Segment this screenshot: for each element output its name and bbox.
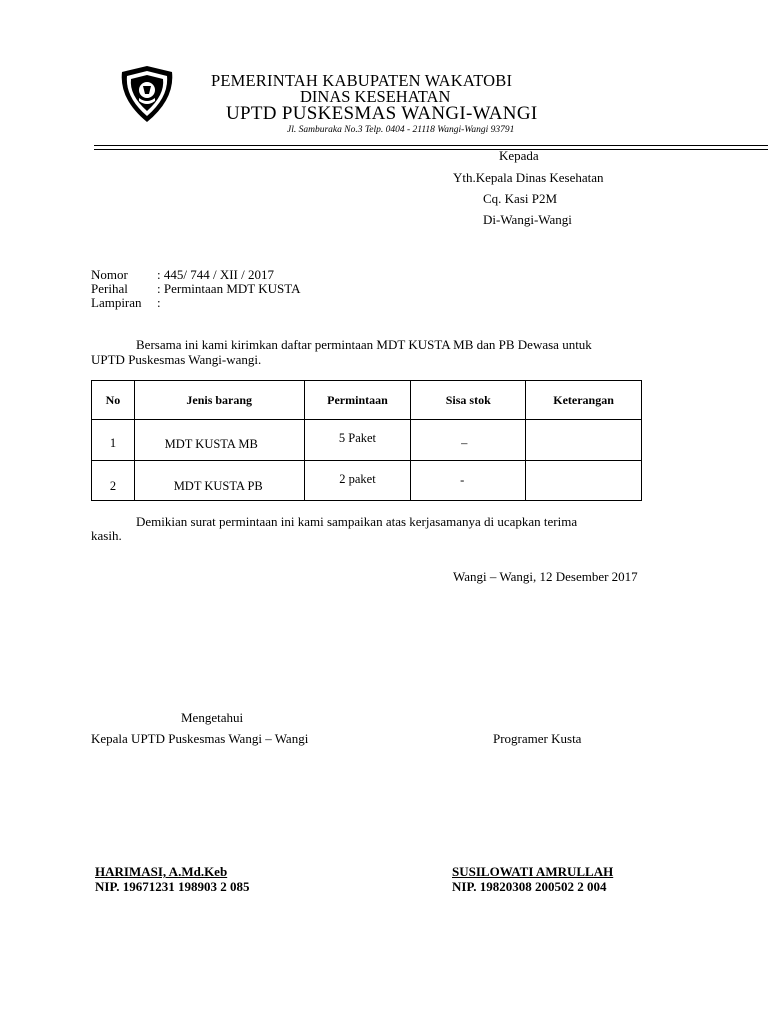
nomor-value: : 445/ 744 / XII / 2017 <box>157 267 274 282</box>
lampiran-row <box>91 295 161 311</box>
regency-emblem-logo <box>117 64 177 124</box>
letterhead-rule <box>94 145 768 146</box>
intro-line-2: UPTD Puskesmas Wangi-wangi. <box>91 352 262 367</box>
header-address: Jl. Samburaka No.3 Telp. 0404 - 21118 Wangi-Wangi 93791 <box>287 125 515 135</box>
recipient-to: Kepada <box>499 148 539 163</box>
right-signer-nip: NIP. 19820308 200502 2 004 <box>452 879 607 894</box>
header-government: PEMERINTAH KABUPATEN WAKATOBI <box>211 71 513 90</box>
cell-permintaan: 5 Paket <box>304 420 411 461</box>
cell-keterangan <box>526 420 642 461</box>
perihal-label: Perihal <box>91 281 128 296</box>
cell-no: 1 <box>92 420 135 461</box>
table-row <box>92 461 642 501</box>
closing-line-2: kasih. <box>91 528 122 543</box>
letter-date: Wangi – Wangi, 12 Desember 2017 <box>453 569 638 584</box>
recipient-line-3: Di-Wangi-Wangi <box>483 212 572 227</box>
request-table <box>91 380 642 501</box>
left-signer-nip: NIP. 19671231 198903 2 085 <box>95 879 250 894</box>
recipient-line-2: Cq. Kasi P2M <box>483 191 558 206</box>
col-sisa-header: Sisa stok <box>411 381 526 420</box>
col-keterangan-header: Keterangan <box>526 381 642 420</box>
table-row <box>92 420 642 461</box>
letterhead-rule-thin <box>94 149 768 150</box>
cell-jenis: MDT KUSTA PB <box>134 461 304 501</box>
col-no-header: No <box>92 381 135 420</box>
header-department: DINAS KESEHATAN <box>300 87 451 106</box>
col-jenis-header: Jenis barang <box>134 381 304 420</box>
cell-no: 2 <box>92 461 135 501</box>
header-institution: UPTD PUSKESMAS WANGI-WANGI <box>226 103 538 124</box>
table-header-row <box>92 381 642 420</box>
cell-permintaan: 2 paket <box>304 461 411 501</box>
perihal-value: : Permintaan MDT KUSTA <box>157 281 301 296</box>
left-signer-name: HARIMASI, A.Md.Keb <box>95 864 228 879</box>
col-permintaan-header: Permintaan <box>304 381 411 420</box>
left-signer-title: Kepala UPTD Puskesmas Wangi – Wangi <box>91 731 309 746</box>
intro-line-1: Bersama ini kami kirimkan daftar permintaan MDT KUSTA MB dan PB Dewasa untuk <box>136 337 592 352</box>
nomor-label: Nomor <box>91 267 128 282</box>
acknowledged-label: Mengetahui <box>181 710 244 725</box>
closing-line-1: Demikian surat permintaan ini kami sampaikan atas kerjasamanya di ucapkan terima <box>136 514 578 529</box>
lampiran-label: Lampiran <box>91 295 142 310</box>
lampiran-value: : <box>157 295 161 310</box>
cell-jenis: MDT KUSTA MB <box>134 420 304 461</box>
right-signer-name: SUSILOWATI AMRULLAH <box>452 864 614 879</box>
cell-sisa: - <box>411 461 526 501</box>
cell-sisa: – <box>411 420 526 461</box>
recipient-line-1: Yth.Kepala Dinas Kesehatan <box>453 170 604 185</box>
cell-keterangan <box>526 461 642 501</box>
right-signer-title: Programer Kusta <box>493 731 582 746</box>
